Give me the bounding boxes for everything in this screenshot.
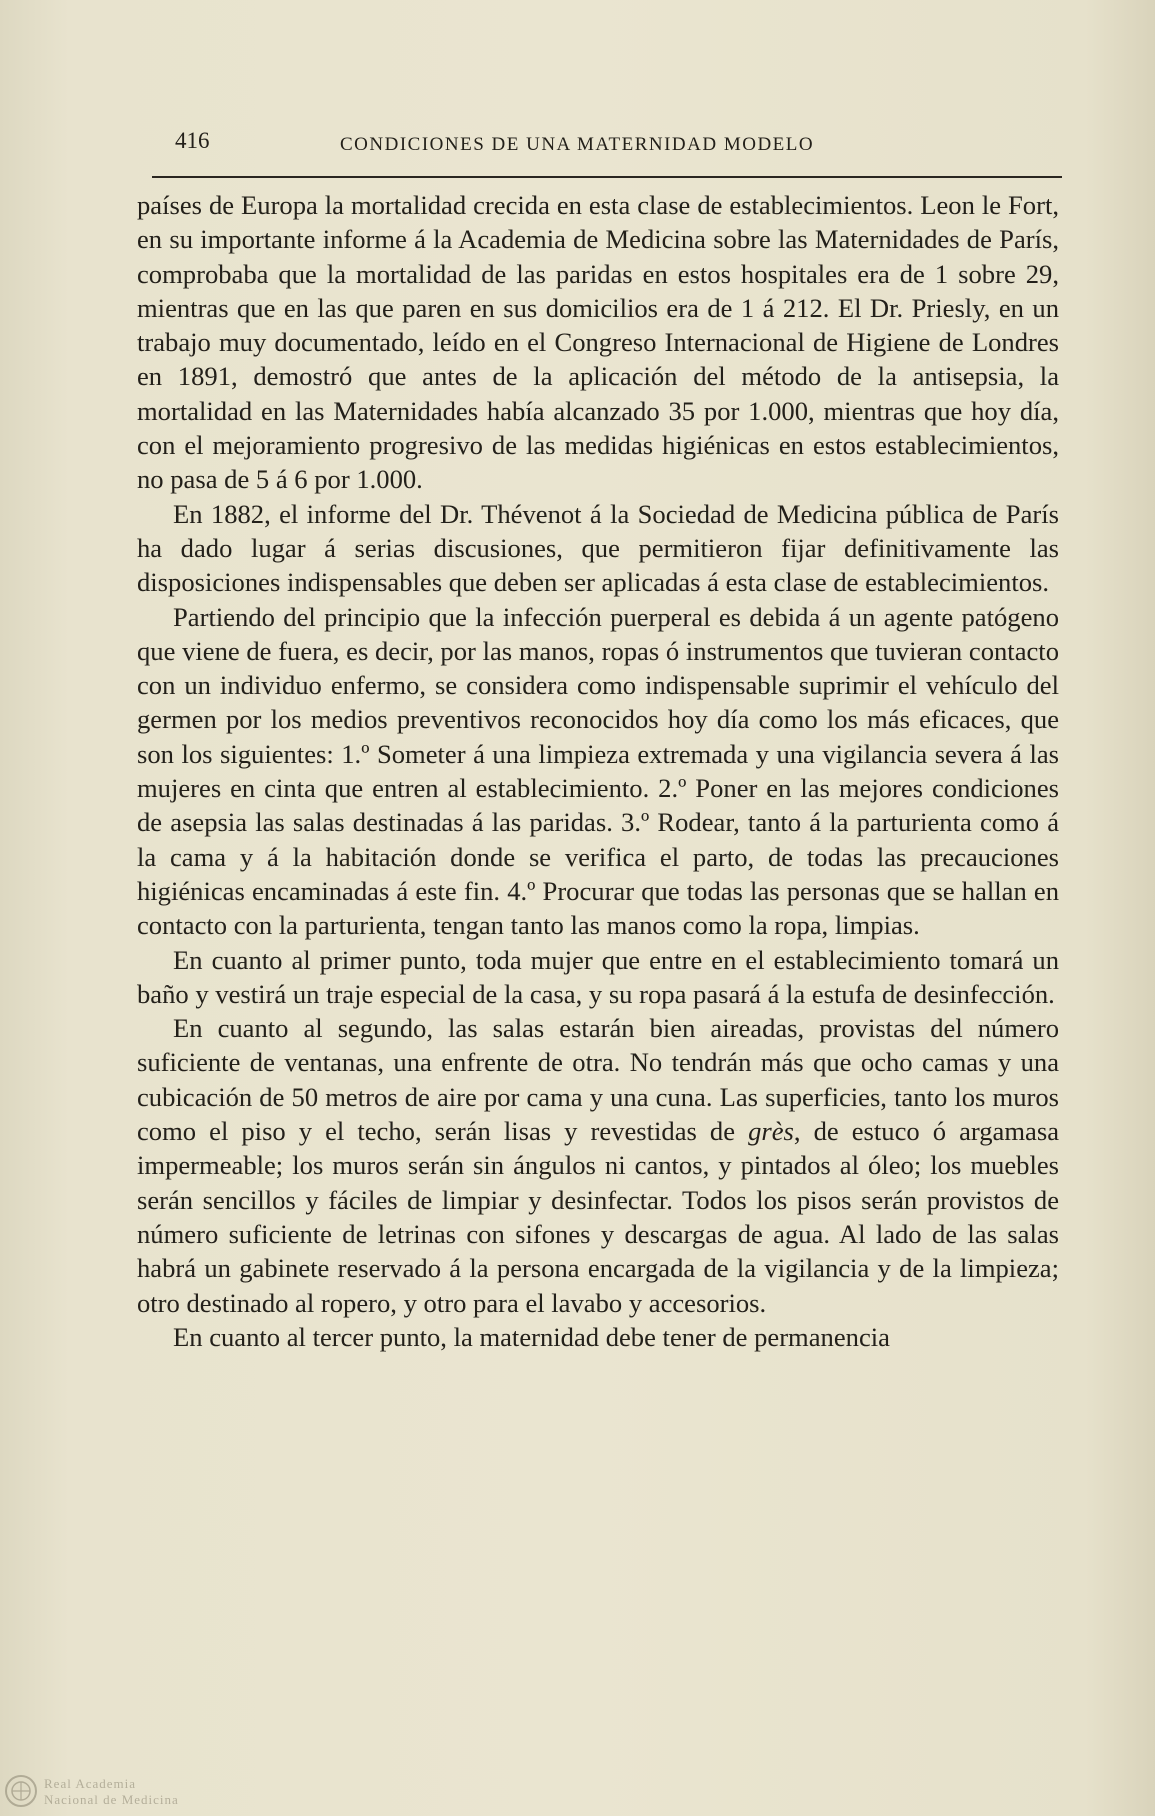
header-rule [152,176,1062,178]
footer-watermark [4,1772,194,1816]
paragraph: Partiendo del principio que la infección puerperal es debida á un agente patógeno que viene de fuera, es decir, por las manos, ropas ó instrumentos que tuvieran contacto con un individuo enfermo, se considera como indispensable suprimir el vehículo del germen por los medios preventivos reconocidos hoy día como los más eficaces, que son los siguientes: 1.º Someter á una limpieza extremada y una vigilancia severa á las mujeres en cinta que entren al establecimiento. 2.º Poner en las mejores condiciones de asepsia las salas destinadas á las paridas. 3.º Rodear, tanto á la parturienta como á la cama y á la habitación donde se verifica el parto, de todas las precauciones higiénicas encaminadas á este fin. 4.º Procurar que todas las personas que se hallan en contacto con la parturienta, tengan tanto las manos como la ropa, limpias. [137,601,1059,941]
paragraph-text: En cuanto al segundo, las salas estarán bien aireadas, provistas del número suficiente de ventanas, una enfrente de otra. No tendrán más que ocho camas y una cubicación de 50 metros de aire por cama y una cuna. Las superficies, tanto los muros como el piso y el techo, serán lisas y revestidas de [137,1013,1059,1147]
page-number: 416 [175,128,210,153]
page-header [175,128,1061,168]
paragraph: países de Europa la mortalidad crecida en esta clase de establecimientos. Leon le Fort, en su importante informe á la Academia de Medicina sobre las Maternidades de París, comprobaba que la mortalidad de las paridas en estos hospitales era de 1 sobre 29, mientras que en las que paren en sus domicilios era de 1 á 212. El Dr. Priesly, en un trabajo muy documentado, leído en el Congreso Internacional de Higiene de Londres en 1891, demostró que antes de la aplicación del método de la antisepsia, la mortalidad en las Maternidades había alcanzado 35 por 1.000, mientras que hoy día, con el mejoramiento progresivo de las medidas higiénicas en estos establecimientos, no pasa de 5 á 6 por 1.000. [137,190,1059,495]
italic-term: grès [748,1116,794,1147]
watermark-org-line-2: Nacional de Medicina [44,1792,179,1807]
academy-seal-icon [4,1774,38,1808]
paragraph: En cuanto al primer punto, toda mujer que entre en el establecimiento tomará un baño y vestirá un traje especial de la casa, y su ropa pasará á la estufa de desinfección. [137,944,1059,1009]
paragraph [137,1011,1059,1320]
running-title: CONDICIONES DE UNA MATERNIDAD MODELO [340,134,815,155]
body-text [137,188,1059,1354]
paragraph: En cuanto al tercer punto, la maternidad debe tener de permanencia [173,1321,890,1352]
watermark-org-line-1: Real Academia [44,1776,137,1791]
paragraph-text: , de estuco ó argamasa impermeable; los muros serán sin ángulos ni cantos, y pintados al óleo; los muebles serán sencillos y fáciles de limpiar y desinfectar. Todos los pisos serán provistos de número suficiente de letrinas con sifones y descargas de agua. Al lado de las salas habrá un gabinete reservado á la persona encargada de la vigilancia y de la limpieza; otro destinado al ropero, y otro para el lavabo y accesorios. [137,1116,1059,1318]
paragraph: En 1882, el informe del Dr. Thévenot á la Sociedad de Medicina pública de París ha dado lugar á serias discusiones, que permitieron fijar definitivamente las disposiciones indispensables que deben ser aplicadas á esta clase de establecimientos. [137,498,1059,598]
